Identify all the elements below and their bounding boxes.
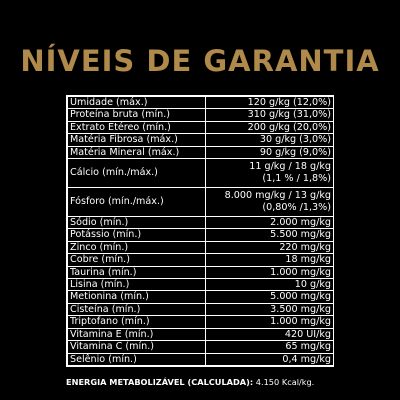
nutrient-value: 18 mg/kg [206, 254, 334, 266]
nutrient-label: Cobre (mín.) [68, 254, 206, 266]
guarantee-table [67, 96, 334, 366]
nutrient-value: 2.000 mg/kg [206, 217, 334, 229]
nutrient-label: Vitamina E (mín.) [68, 328, 206, 340]
nutrient-value: 220 mg/kg [206, 241, 334, 253]
nutrient-label: Matéria Mineral (máx.) [68, 146, 206, 158]
nutrient-value: 30 g/kg (3,0%) [206, 134, 334, 146]
nutrient-label: Sódio (mín.) [68, 217, 206, 229]
table-row [68, 217, 334, 229]
nutrient-value: 10 g/kg [206, 279, 334, 291]
table-row [68, 146, 334, 158]
nutrient-label: Zinco (mín.) [68, 241, 206, 253]
nutrient-value: 310 g/kg (31,0%) [206, 109, 334, 121]
guarantee-table-body [68, 97, 334, 366]
nutrient-label: Potássio (mín.) [68, 229, 206, 241]
table-row [68, 188, 334, 217]
table-row [68, 328, 334, 340]
nutrient-label: Triptofano (mín.) [68, 316, 206, 328]
table-row [68, 291, 334, 303]
guarantee-table-wrapper [66, 95, 334, 367]
table-row [68, 121, 334, 133]
nutrient-value: 120 g/kg (12,0%) [206, 97, 334, 109]
nutrient-value: 420 UI/kg [206, 328, 334, 340]
energy-value: 4.150 Kcal/kg. [255, 377, 315, 387]
nutrient-value-line1: 11 g/kg / 18 g/kg [249, 161, 331, 173]
table-row [68, 159, 334, 188]
nutrient-label: Extrato Etéreo (mín.) [68, 121, 206, 133]
nutrient-value: 5.500 mg/kg [206, 229, 334, 241]
table-row [68, 254, 334, 266]
table-row [68, 266, 334, 278]
nutrient-value [206, 188, 334, 217]
table-row [68, 134, 334, 146]
nutrient-value: 0,4 mg/kg [206, 353, 334, 365]
table-row [68, 316, 334, 328]
nutrient-label: Cisteína (mín.) [68, 303, 206, 315]
table-row [68, 241, 334, 253]
nutrient-value: 90 g/kg (9,0%) [206, 146, 334, 158]
table-row [68, 109, 334, 121]
nutrient-value-line2: (1,1 % / 1,8%) [262, 173, 331, 185]
nutrient-label: Taurina (mín.) [68, 266, 206, 278]
nutrient-label: Vitamina C (mín.) [68, 341, 206, 353]
nutrient-label: Fósforo (mín./máx.) [68, 188, 206, 217]
nutrient-value-line1: 8.000 mg/kg / 13 g/kg [224, 190, 331, 202]
nutrient-value: 200 g/kg (20,0%) [206, 121, 334, 133]
nutrient-label: Umidade (máx.) [68, 97, 206, 109]
nutrient-label: Metionina (mín.) [68, 291, 206, 303]
table-row [68, 341, 334, 353]
nutrient-label: Selênio (mín.) [68, 353, 206, 365]
nutrient-value: 1.000 mg/kg [206, 316, 334, 328]
nutrient-value-line2: (0,80% /1,3%) [262, 202, 331, 214]
table-row [68, 303, 334, 315]
page-title: NÍVEIS DE GARANTIA [20, 44, 380, 78]
table-row [68, 279, 334, 291]
nutrient-value: 5.000 mg/kg [206, 291, 334, 303]
nutrient-label: Matéria Fibrosa (máx.) [68, 134, 206, 146]
nutrient-label: Lisina (mín.) [68, 279, 206, 291]
nutrient-value: 65 mg/kg [206, 341, 334, 353]
energy-label: ENERGIA METABOLIZÁVEL (CALCULADA): [66, 377, 254, 387]
nutrient-label: Cálcio (mín./máx.) [68, 159, 206, 188]
nutrient-value [206, 159, 334, 188]
table-row [68, 97, 334, 109]
energy-footer [66, 377, 396, 387]
nutrient-label: Proteína bruta (mín.) [68, 109, 206, 121]
table-row [68, 353, 334, 365]
nutrient-value: 3.500 mg/kg [206, 303, 334, 315]
nutrient-value: 1.000 mg/kg [206, 266, 334, 278]
table-row [68, 229, 334, 241]
